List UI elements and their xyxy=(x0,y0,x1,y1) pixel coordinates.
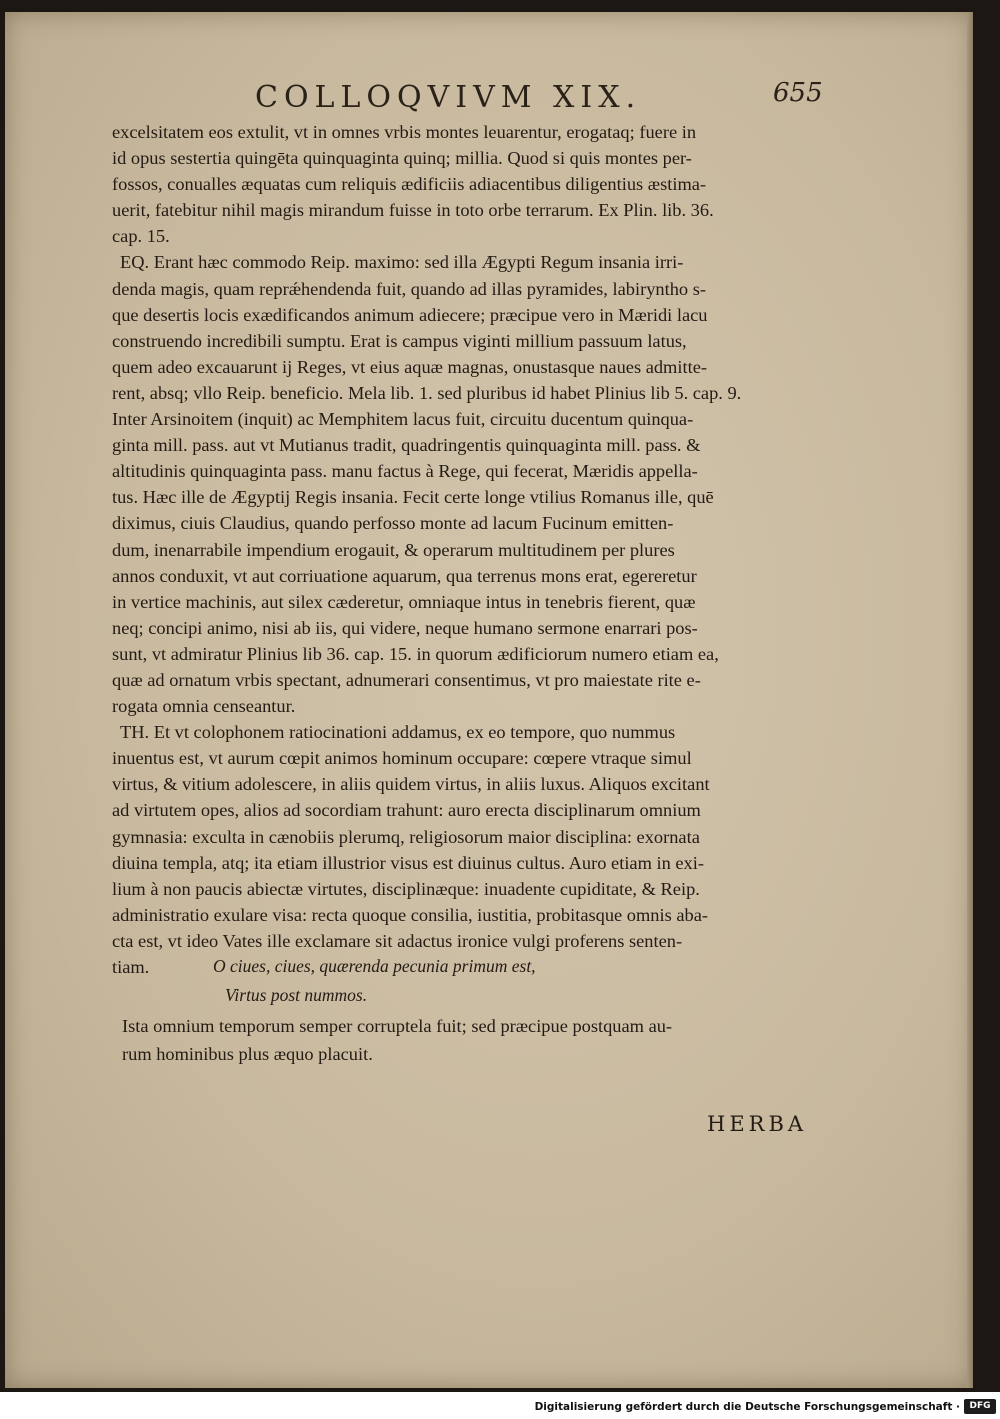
funding-notice: Digitalisierung gefördert durch die Deutsche Forschungsgemeinschaft · xyxy=(534,1401,960,1413)
text-line: uerit, fatebitur nihil magis mirandum fuisse in toto orbe terrarum. Ex Plin. lib. 36. xyxy=(112,200,714,221)
running-head: COLLOQVIVM XIX. xyxy=(255,80,642,115)
text-line: construendo incredibili sumptu. Erat is campus viginti millium passuum latus, xyxy=(112,330,687,351)
verse-quotation xyxy=(213,952,536,1010)
text-line: rogata omnia censeantur. xyxy=(112,696,296,717)
text-line: cta est, vt ideo Vates ille exclamare sit adactus ironice vulgi proferens senten- xyxy=(112,930,683,951)
text-line: Inter Arsinoitem (inquit) ac Memphitem lacus fuit, circuitu ducentum quinqua- xyxy=(112,409,694,430)
dfg-logo: DFG xyxy=(964,1399,996,1414)
text-line: que desertis locis exædificandos animum adiecere; præcipue vero in Mæridi lacu xyxy=(112,304,708,325)
text-line: sunt, vt admiratur Plinius lib 36. cap. 15. in quorum ædificiorum numero etiam ea, xyxy=(112,643,719,664)
text-line: dum, inenarrabile impendium erogauit, & operarum multitudinem per plures xyxy=(112,539,675,560)
text-line: Ista omnium temporum semper corruptela fuit; sed præcipue postquam au- xyxy=(122,1016,673,1036)
text-line: excelsitatem eos extulit, vt in omnes vrbis montes leuarentur, erogataq; fuere in xyxy=(112,122,697,142)
text-line: annos conduxit, vt aut corriuatione aquarum, qua terrenus mons erat, egereretur xyxy=(112,565,697,586)
text-line: quem adeo excauarunt ij Reges, vt eius aquæ magnas, onustasque naues admitte- xyxy=(112,356,707,377)
text-line: EQ. Erant hæc commodo Reip. maximo: sed illa Ægypti Regum insania irri- xyxy=(120,252,684,273)
text-line: virtus, & vitium adolescere, in aliis quidem virtus, in aliis luxus. Aliquos excitant xyxy=(112,774,710,795)
text-line: ad virtutem opes, alios ad socordiam trahunt: auro erecta disciplinarum omnium xyxy=(112,800,701,821)
closing-paragraph xyxy=(122,1012,672,1068)
text-line: gymnasia: exculta in cænobiis plerumq, religiosorum maior disciplina: exornata xyxy=(112,826,700,847)
text-line: id opus sestertia quingēta quinquaginta quinq; millia. Quod si quis montes per- xyxy=(112,148,692,169)
text-line: in vertice machinis, aut silex cæderetur, omniaque intus in tenebris fierent, quæ xyxy=(112,591,696,612)
body-text xyxy=(112,119,824,980)
verse-line: O ciues, ciues, quærenda pecunia primum est, xyxy=(213,956,536,976)
text-line: rent, absq; vllo Reip. beneficio. Mela lib. 1. sed pluribus id habet Plinius lib 5. cap. 9. xyxy=(112,382,742,403)
text-line: TH. Et vt colophonem ratiocinationi addamus, ex eo tempore, quo nummus xyxy=(120,722,676,743)
text-line: quæ ad ornatum vrbis spectant, adnumerari consentimus, vt pro maiestate rite e- xyxy=(112,669,701,690)
text-line: rum hominibus plus æquo placuit. xyxy=(122,1044,373,1064)
text-line: lium à non paucis abiectæ virtutes, disciplinæque: inuadente cupiditate, & Reip. xyxy=(112,878,700,899)
text-line: denda magis, quam reprǽhendenda fuit, quando ad illas pyramides, labiryntho s- xyxy=(112,278,706,299)
text-line: cap. 15. xyxy=(112,226,170,247)
text-line: altitudinis quinquaginta pass. manu factus à Rege, qui fecerat, Mæridis appella- xyxy=(112,461,698,482)
text-line: inuentus est, vt aurum cœpit animos hominum occupare: cœpere vtraque simul xyxy=(112,748,692,769)
text-line: fossos, conualles æquatas cum reliquis ædificiis adiacentibus diligentius æstima- xyxy=(112,174,707,195)
verse-line: Virtus post nummos. xyxy=(225,985,368,1005)
text-line: diximus, ciuis Claudius, quando perfosso monte ad lacum Fucinum emitten- xyxy=(112,513,674,534)
text-line: neq; concipi animo, nisi ab iis, qui videre, neque humano sermone enarrari pos- xyxy=(112,617,698,638)
text-line: diuina templa, atq; ita etiam illustrior visus est diuinus cultus. Auro etiam in exi- xyxy=(112,852,704,873)
page-edge xyxy=(967,12,973,1388)
catchword: HERBA xyxy=(707,1112,808,1136)
text-line: ginta mill. pass. aut vt Mutianus tradit, quadringentis quinquaginta mill. pass. & xyxy=(112,435,701,456)
text-line: administratio exulare visa: recta quoque consilia, iustitia, probitasque omnis aba- xyxy=(112,904,708,925)
page-number: 655 xyxy=(773,78,823,108)
text-line: tus. Hæc ille de Ægyptij Regis insania. Fecit certe longe vtilius Romanus ille, quē xyxy=(112,487,714,508)
text-line: tiam. xyxy=(112,957,150,977)
